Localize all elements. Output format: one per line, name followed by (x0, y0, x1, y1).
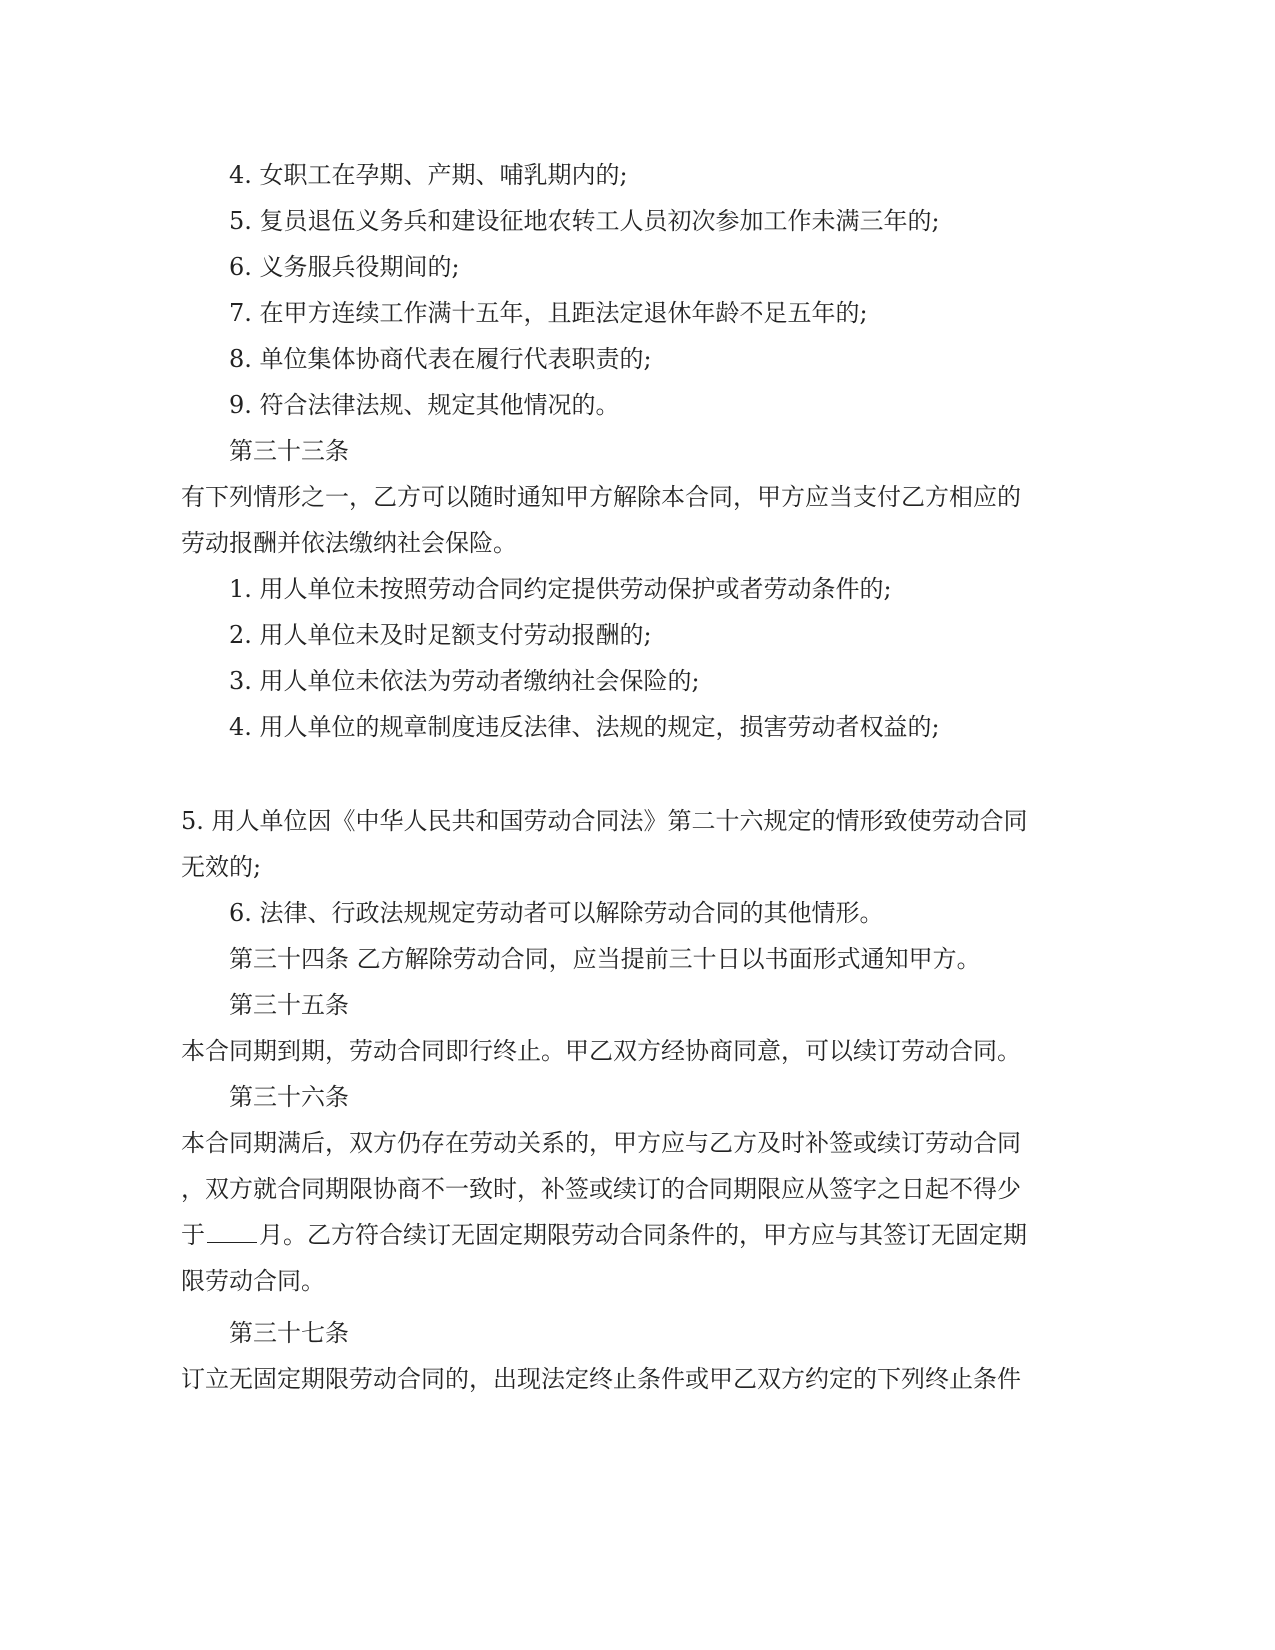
list-item: 5. 用人单位因《中华人民共和国劳动合同法》第二十六规定的情形致使劳动合同 (181, 807, 1028, 835)
paragraph-line: ，双方就合同期限协商不一致时，补签或续订的合同期限应从签字之日起不得少 (181, 1175, 1021, 1203)
paragraph-line: 有下列情形之一，乙方可以随时通知甲方解除本合同，甲方应当支付乙方相应的 (181, 483, 1021, 511)
list-item: 4. 用人单位的规章制度违反法律、法规的规定，损害劳动者权益的; (229, 713, 940, 741)
paragraph-line (181, 1219, 1027, 1251)
list-item: 6. 义务服兵役期间的; (229, 253, 460, 281)
paragraph-text: 于 (181, 1221, 205, 1249)
article-heading: 第三十三条 (229, 437, 349, 465)
fill-in-blank (207, 1220, 257, 1243)
list-item: 4. 女职工在孕期、产期、哺乳期内的; (229, 161, 628, 189)
paragraph-text: 月。乙方符合续订无固定期限劳动合同条件的，甲方应与其签订无固定期 (259, 1221, 1027, 1249)
list-item: 7. 在甲方连续工作满十五年，且距法定退休年龄不足五年的; (229, 299, 868, 327)
paragraph-line: 本合同期到期，劳动合同即行终止。甲乙双方经协商同意，可以续订劳动合同。 (181, 1037, 1021, 1065)
paragraph-line: 无效的; (181, 853, 262, 881)
article-heading: 第三十七条 (229, 1319, 349, 1347)
article-heading: 第三十四条 乙方解除劳动合同，应当提前三十日以书面形式通知甲方。 (229, 945, 981, 973)
list-item: 8. 单位集体协商代表在履行代表职责的; (229, 345, 652, 373)
list-item: 6. 法律、行政法规规定劳动者可以解除劳动合同的其他情形。 (229, 899, 884, 927)
list-item: 2. 用人单位未及时足额支付劳动报酬的; (229, 621, 652, 649)
list-item: 3. 用人单位未依法为劳动者缴纳社会保险的; (229, 667, 700, 695)
article-heading: 第三十六条 (229, 1083, 349, 1111)
list-item: 9. 符合法律法规、规定其他情况的。 (229, 391, 620, 419)
paragraph-line: 劳动报酬并依法缴纳社会保险。 (181, 529, 517, 557)
list-item: 1. 用人单位未按照劳动合同约定提供劳动保护或者劳动条件的; (229, 575, 892, 603)
list-item: 5. 复员退伍义务兵和建设征地农转工人员初次参加工作未满三年的; (229, 207, 940, 235)
paragraph-line: 限劳动合同。 (181, 1267, 325, 1295)
paragraph-line: 订立无固定期限劳动合同的，出现法定终止条件或甲乙双方约定的下列终止条件 (181, 1365, 1021, 1393)
paragraph-line: 本合同期满后，双方仍存在劳动关系的，甲方应与乙方及时补签或续订劳动合同 (181, 1129, 1021, 1157)
article-heading: 第三十五条 (229, 991, 349, 1019)
